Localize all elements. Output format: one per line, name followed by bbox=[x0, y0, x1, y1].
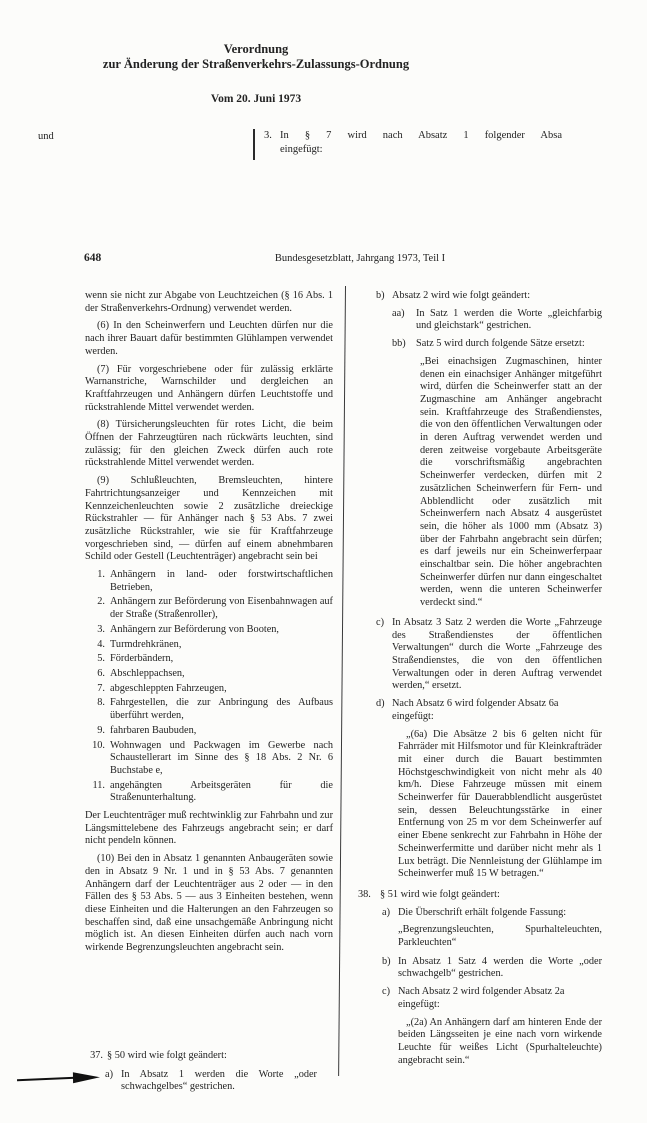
item-bb-text: Satz 5 wird durch folgende Sätze ersetzt: bbox=[416, 338, 585, 350]
list-item-number: 6. bbox=[97, 667, 105, 679]
item-b-text: Absatz 2 wird wie folgt geändert: bbox=[392, 290, 531, 301]
item-38c-quote: „(2a) An Anhängern darf am hinteren Ende der beiden Längsseiten je eine nach vorn wirkende Leuchte für weißes Licht (Spurhalteleuchte) angebracht sein.“ bbox=[398, 1016, 602, 1066]
item-38c bbox=[382, 986, 602, 1011]
list-item bbox=[85, 569, 333, 594]
item-d-text: Nach Absatz 6 wird folgender Absatz 6a eingefügt: bbox=[392, 698, 559, 722]
paragraph-continuation: wenn sie nicht zur Abgabe von Leuchtzeichen (§ 16 Abs. 1 der Straßenverkehrs-Ordnung) verwendet werden. bbox=[85, 290, 333, 314]
item-bb bbox=[392, 338, 602, 351]
list-item-text: Abschleppachsen, bbox=[110, 667, 185, 679]
list-item-text: fahrbaren Baubuden, bbox=[110, 724, 197, 736]
list-item-text: Anhängern in land- oder forstwirtschaftlichen Betrieben, bbox=[110, 569, 333, 593]
item-37a-text: In Absatz 1 werden die Worte „oder schwachgelbes“ gestrichen. bbox=[121, 1068, 317, 1093]
doc-title-line2: zur Änderung der Straßenverkehrs-Zulassungs-Ordnung bbox=[102, 57, 410, 71]
right-column bbox=[358, 290, 602, 1073]
paragraph-leuchtentraeger: Der Leuchtenträger muß rechtwinklig zur Fahrbahn und zur Längsmittelebene des Fahrzeugs angebracht sein; er darf nicht pendeln können. bbox=[85, 810, 333, 847]
item-38b-text: In Absatz 1 Satz 4 werden die Worte „oder schwachgelb“ gestrichen. bbox=[398, 955, 602, 980]
document-title-block bbox=[20, 42, 492, 105]
list-item-text: abgeschleppten Fahrzeugen, bbox=[110, 682, 227, 694]
list-item bbox=[85, 668, 333, 681]
doc-date: Vom 20. Juni 1973 bbox=[210, 93, 302, 105]
item-d-quote: „(6a) Die Absätze 2 bis 6 gelten nicht für Fahrräder mit Hilfsmotor und für Kleinkrafträder mit einer durch die Bauart bestimmten Höchstgeschwindigkeit von nicht mehr als 40 km/h. Diese Fahrzeuge müssen mit einem Scheinwerfer für Dauerabblendlicht ausgerüstet sein, dessen Beleuchtungsstärke in einer Entfernung von 25 m vor dem Scheinwerfer auf einer Ebene senkrecht zur Fahrbahn in Höhe der Scheinwerfermitte und darüber nicht mehr als 1 Lux beträgt. Die Nennleistung der Glühlampe im Scheinwerfer muß 15 W betragen.“ bbox=[398, 728, 602, 880]
fragment-item-3 bbox=[264, 129, 562, 157]
item-38-text: § 51 wird wie folgt geändert: bbox=[380, 888, 500, 900]
list-item-text: angehängten Arbeitsgeräten für die Straßenunterhaltung. bbox=[110, 779, 333, 804]
item-38b bbox=[382, 956, 602, 981]
item-38a-text: Die Überschrift erhält folgende Fassung: bbox=[398, 906, 567, 918]
paragraph-7: (7) Für vorgeschriebene oder für zulässig erklärte Warnanstriche, Warnschilder und dergleichen an Kraftfahrzeugen und Anhängern dürfen Leuchtstoffe und rückstrahlende Mittel verwendet werden. bbox=[85, 363, 333, 413]
list-item-text: Turmdrehkränen, bbox=[110, 638, 182, 650]
item-38 bbox=[358, 889, 602, 902]
list-item bbox=[85, 596, 333, 621]
item-b-label: b) bbox=[376, 290, 385, 301]
list-item bbox=[85, 639, 333, 652]
list-item-number: 11. bbox=[92, 779, 105, 791]
list-item-text: Wohnwagen und Packwagen im Gewerbe nach Schaustellerart im Sinne des § 18 Abs. 2 Nr. 6 Buchstabe e, bbox=[110, 739, 333, 776]
fragment-item-number: 3. bbox=[264, 130, 272, 141]
numbered-list bbox=[85, 569, 333, 805]
item-c bbox=[376, 617, 602, 693]
fragment-divider-bar bbox=[253, 129, 255, 160]
list-item bbox=[85, 683, 333, 696]
item-37 bbox=[85, 1050, 317, 1094]
list-item bbox=[85, 740, 333, 778]
list-item bbox=[85, 780, 333, 805]
item-38b-label: b) bbox=[382, 955, 391, 967]
list-item-number: 1. bbox=[97, 569, 105, 581]
list-item-text: Fahrgestellen, die zur Anbringung des Aufbaus überführt werden, bbox=[110, 697, 333, 722]
column-divider-rule bbox=[338, 286, 346, 1076]
list-item bbox=[85, 653, 333, 666]
paragraph-9: (9) Schlußleuchten, Bremsleuchten, hintere Fahrtrichtungsanzeiger und Kennzeichen mit Kennzeichenleuchten sowie 2 zusätzliche dreieckige Rückstrahler — für Anhänger nach § 53 Abs. 7 zwei zusätzliche Rückstrahler, wie sie für Kraftfahrzeuge vorgeschrieben sind, — dürfen auf einem abnehmbaren Schild oder Gestell (Leuchtenträger) angebracht sein bei bbox=[85, 475, 333, 563]
annotation-arrow bbox=[16, 1069, 102, 1086]
item-c-label: c) bbox=[376, 616, 384, 628]
item-38a-quote: „Begrenzungsleuchten, Spurhalteleuchten, Parkleuchten“ bbox=[398, 924, 602, 949]
fragment-item-text: In § 7 wird nach Absatz 1 folgender Absa bbox=[280, 130, 562, 141]
list-item-text: Anhängern zur Beförderung von Booten, bbox=[110, 623, 279, 635]
item-b bbox=[376, 290, 602, 303]
list-item-number: 10. bbox=[92, 739, 105, 751]
item-38c-label: c) bbox=[382, 986, 390, 998]
paragraph-8: (8) Türsicherungsleuchten für rotes Licht, die beim Öffnen der Fahrzeugtüren nach rückwärts leuchten, sind zulässig; für den gleichen Zweck dürfen auch rote rückstrahlende Mittel verwendet werden. bbox=[85, 419, 333, 469]
item-bb-quote: „Bei einachsigen Zugmaschinen, hinter denen ein einachsiger Anhänger mitgeführt wird, dürfen die Scheinwerfer statt an der Zugmaschine am Anhänger angebracht sein. Kraftfahrzeuge des Straßendienstes, die von den öffentlichen Verwaltungen oder in deren Auftrag verwendet werden und deren zeitweise vorgebaute Arbeitsgeräte die vorschriftsmäßig angebrachten Scheinwerfer verdecken, dürfen mit 2 zusätzlichen Scheinwerfern für Fern- und Abblendlicht oder zusätzlich mit Scheinwerfern nach Absatz 4 ausgerüstet sein, die höher als 1000 mm (Absatz 3) über der Fahrbahn angebracht sein dürfen; es darf jeweils nur ein Scheinwerferpaar einschaltbar sein. Die höher angebrachten Scheinwerfer dürfen nur dann eingeschaltet werden, wenn die unteren Scheinwerfer verdeckt sind.“ bbox=[420, 355, 602, 609]
item-38a-label: a) bbox=[382, 906, 390, 918]
paragraph-6: (6) In den Scheinwerfern und Leuchten dürfen nur die nach ihrer Bauart dafür bestimmten Glühlampen verwendet werden. bbox=[85, 320, 333, 357]
item-38-number: 38. bbox=[358, 888, 371, 900]
item-37-number: 37. bbox=[90, 1050, 103, 1061]
list-item-text: Anhängern zur Beförderung von Eisenbahnwagen auf der Straße (Straßenroller), bbox=[110, 596, 333, 621]
list-item-number: 7. bbox=[97, 682, 105, 694]
list-item-number: 5. bbox=[97, 653, 105, 665]
item-aa-label: aa) bbox=[392, 307, 405, 319]
paragraph-10: (10) Bei den in Absatz 1 genannten Anbaugeräten sowie den in Absatz 9 Nr. 1 und in § 53 Abs. 7 genannten Anhängern darf der Leuchtenträger aus 2 oder — in den Fällen des § 53 Abs. 5 — aus 3 Einheiten bestehen, wenn diese Einheiten und die Halterungen an den Fahrzeugen so beschaffen sind, daß eine unsachgemäße Anbringung nicht möglich ist. An diesen Einheiten dürfen auch nach vorn wirkende Begrenzungsleuchten angebracht sein. bbox=[85, 853, 333, 954]
fragment-word-und: und bbox=[38, 131, 54, 142]
item-aa-text: In Satz 1 werden die Worte „gleichfarbig und gleichstark“ gestrichen. bbox=[416, 307, 602, 332]
list-item-number: 8. bbox=[97, 697, 105, 709]
item-38c-text: Nach Absatz 2 wird folgender Absatz 2a eingefügt: bbox=[398, 986, 565, 1010]
item-d-label: d) bbox=[376, 698, 385, 710]
list-item bbox=[85, 725, 333, 738]
item-d bbox=[376, 698, 602, 723]
list-item-text: Förderbändern, bbox=[110, 653, 174, 665]
list-item bbox=[85, 624, 333, 637]
list-item-number: 9. bbox=[97, 724, 105, 736]
item-37-text: § 50 wird wie folgt geändert: bbox=[107, 1050, 227, 1061]
page-number: 648 bbox=[84, 252, 102, 264]
item-c-text: In Absatz 3 Satz 2 werden die Worte „Fahrzeuge des Straßendienstes der öffentlichen Verwaltungen“ durch die Worte „Fahrzeuge des Straßendienstes, die von den öffentlichen Verwaltungen oder in deren Auftrag verwendet werden,“ ersetzt. bbox=[392, 616, 602, 692]
list-item-number: 4. bbox=[97, 638, 105, 650]
item-38a bbox=[382, 907, 602, 920]
list-item bbox=[85, 697, 333, 722]
list-item-number: 2. bbox=[97, 596, 105, 608]
item-37a-label: a) bbox=[105, 1068, 113, 1080]
item-bb-label: bb) bbox=[392, 338, 406, 350]
list-item-number: 3. bbox=[97, 623, 105, 635]
running-header: Bundesgesetzblatt, Jahrgang 1973, Teil I bbox=[274, 253, 446, 264]
item-aa bbox=[392, 308, 602, 333]
doc-title-line1: Verordnung bbox=[223, 42, 289, 56]
fragment-item-text-2: eingefügt: bbox=[280, 144, 323, 155]
left-column bbox=[85, 290, 333, 960]
